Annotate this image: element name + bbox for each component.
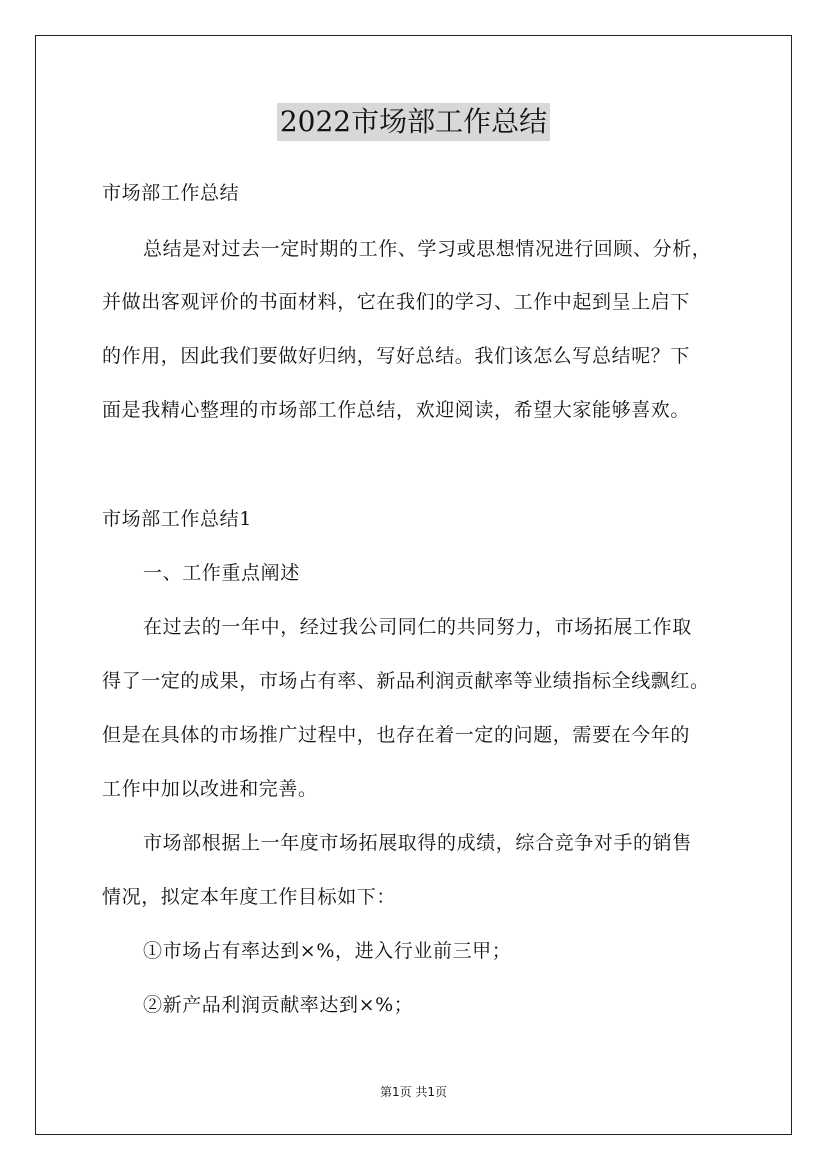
section-heading: 市场部工作总结1: [102, 508, 252, 530]
paragraph-line: 的作用，因此我们要做好归纳，写好总结。我们该怎么写总结呢？下: [102, 345, 691, 367]
paragraph-line: 情况，拟定本年度工作目标如下：: [102, 886, 397, 908]
document-title: 2022市场部工作总结: [277, 103, 550, 141]
list-item: ①市场占有率达到×%，进入行业前三甲；: [143, 940, 512, 962]
paragraph-line: 得了一定的成果，市场占有率、新品利润贡献率等业绩指标全线飘红。: [102, 670, 710, 692]
paragraph-line: 但是在具体的市场推广过程中，也存在着一定的问题，需要在今年的: [102, 724, 691, 746]
list-item: ②新产品利润贡献率达到×%；: [143, 994, 414, 1016]
paragraph-line: 面是我精心整理的市场部工作总结，欢迎阅读，希望大家能够喜欢。: [102, 399, 691, 421]
section-heading: 市场部工作总结: [102, 182, 240, 204]
paragraph-line: 总结是对过去一定时期的工作、学习或思想情况进行回顾、分析，: [143, 238, 712, 260]
subheading: 一、工作重点阐述: [143, 562, 300, 584]
paragraph-line: 并做出客观评价的书面材料，它在我们的学习、工作中起到呈上启下: [102, 291, 691, 313]
paragraph-line: 市场部根据上一年度市场拓展取得的成绩，综合竞争对手的销售: [143, 832, 692, 854]
paragraph-line: 在过去的一年中，经过我公司同仁的共同努力，市场拓展工作取: [143, 616, 692, 638]
title-wrap: [0, 103, 827, 141]
page-footer: 第1页 共1页: [379, 1085, 448, 1099]
paragraph-line: 工作中加以改进和完善。: [102, 778, 318, 800]
